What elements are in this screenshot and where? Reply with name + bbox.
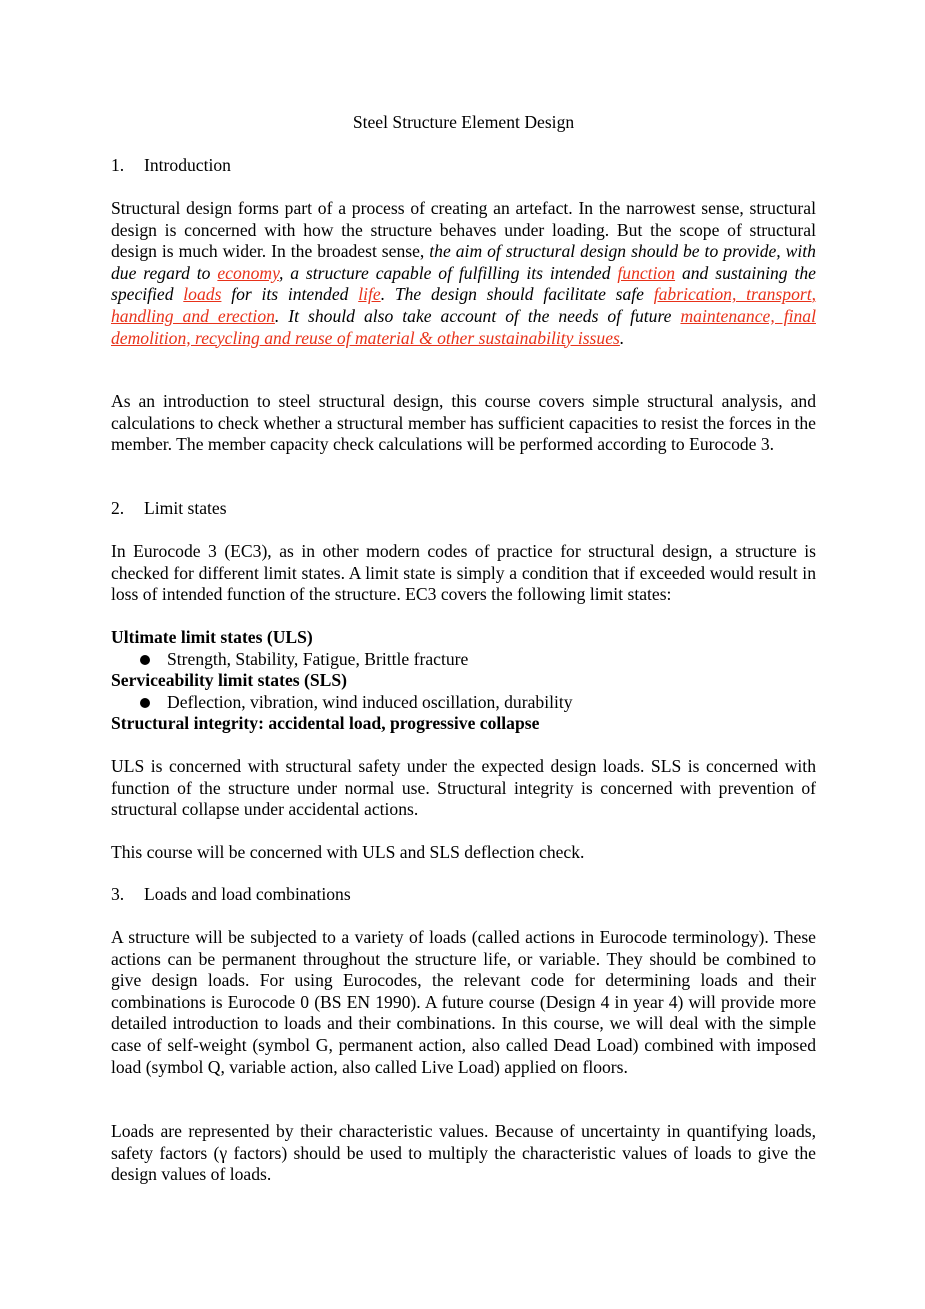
section-number: 3. [111,884,125,904]
sls-item-text: Deflection, vibration, wind induced oscillation, durability [167,692,573,712]
sls-heading: Serviceability limit states (SLS) [111,670,348,690]
uls-heading: Ultimate limit states (ULS) [111,627,313,647]
section-title: Limit states [144,498,227,518]
bullet-icon [140,655,150,665]
section-title: Introduction [144,155,231,175]
keyword-handling-erection: handling and erection [111,305,275,326]
document-title: Steel Structure Element Design [352,112,575,132]
keyword-loads: loads [183,284,222,305]
intro-italic-text: , a structure capable of fulfilling its intended [278,262,618,283]
uls-item-text: Strength, Stability, Fatigue, Brittle fracture [167,649,469,669]
intro-italic-text: . It should also take account of the needs of future [274,305,681,326]
section-1-heading [111,155,231,177]
intro-paragraph-2: As an introduction to steel structural design, this course covers simple structural analysis, and calculations to check whether a structural member has sufficient capacities to resist the forces in the member. The member capacity check calculations will be performed according to Eurocode 3. [111,391,816,455]
section-number: 1. [111,155,125,175]
intro-italic-text: for its intended [221,284,359,305]
keyword-economy: economy [217,262,279,283]
intro-text: Structural design forms part of a process of creating an artefact. In the narrowest sense, structural design is concerned with how the structure behaves under loading. But the scope of structural design is much wider. In the broadest sense, [111,198,816,262]
keyword-sustainability: maintenance, final demolition, recycling and reuse of material & other sustainability issues [111,305,816,348]
intro-italic-text: the aim of structural design should be to provide, with due regard to [111,241,816,283]
section-3-heading [111,884,351,906]
intro-italic-text: and sustaining the specified [111,262,816,305]
intro-italic-text: . The design should facilitate safe [380,284,654,305]
loads-paragraph-2: Loads are represented by their characteristic values. Because of uncertainty in quantifying loads, safety factors (γ factors) should be used to multiply the characteristic values of loads to give the design values of loads. [111,1121,816,1185]
integrity-heading: Structural integrity: accidental load, progressive collapse [111,713,540,733]
intro-paragraph-1 [111,198,816,349]
limit-states-paragraph: In Eurocode 3 (EC3), as in other modern codes of practice for structural design, a structure is checked for different limit states. A limit state is simply a condition that if exceeded would result in loss of intended function of the structure. EC3 covers the following limit states: [111,541,816,605]
intro-italic-text: . [619,327,625,348]
intro-italic-text: , [811,284,817,305]
course-scope-paragraph: This course will be concerned with ULS and SLS deflection check. [111,842,585,862]
section-2-heading [111,498,227,520]
bullet-icon [140,698,150,708]
limit-states-explanation: ULS is concerned with structural safety under the expected design loads. SLS is concerned with function of the structure under normal use. Structural integrity is concerned with prevention of structural collapse under accidental actions. [111,756,816,820]
keyword-function: function [617,262,676,283]
section-number: 2. [111,498,125,518]
keyword-life: life [358,284,381,305]
keyword-fabrication-transport: fabrication, transport [653,284,812,305]
section-title: Loads and load combinations [144,884,351,904]
loads-paragraph-1: A structure will be subjected to a variety of loads (called actions in Eurocode terminology). These actions can be permanent throughout the structure life, or variable. They should be combined to give design loads. For using Eurocodes, the relevant code for determining loads and their combinations is Eurocode 0 (BS EN 1990). A future course (Design 4 in year 4) will provide more detailed introduction to loads and their combinations. In this course, we will deal with the simple case of self-weight (symbol G, permanent action, also called Dead Load) combined with imposed load (symbol Q, variable action, also called Live Load) applied on floors. [111,927,816,1077]
